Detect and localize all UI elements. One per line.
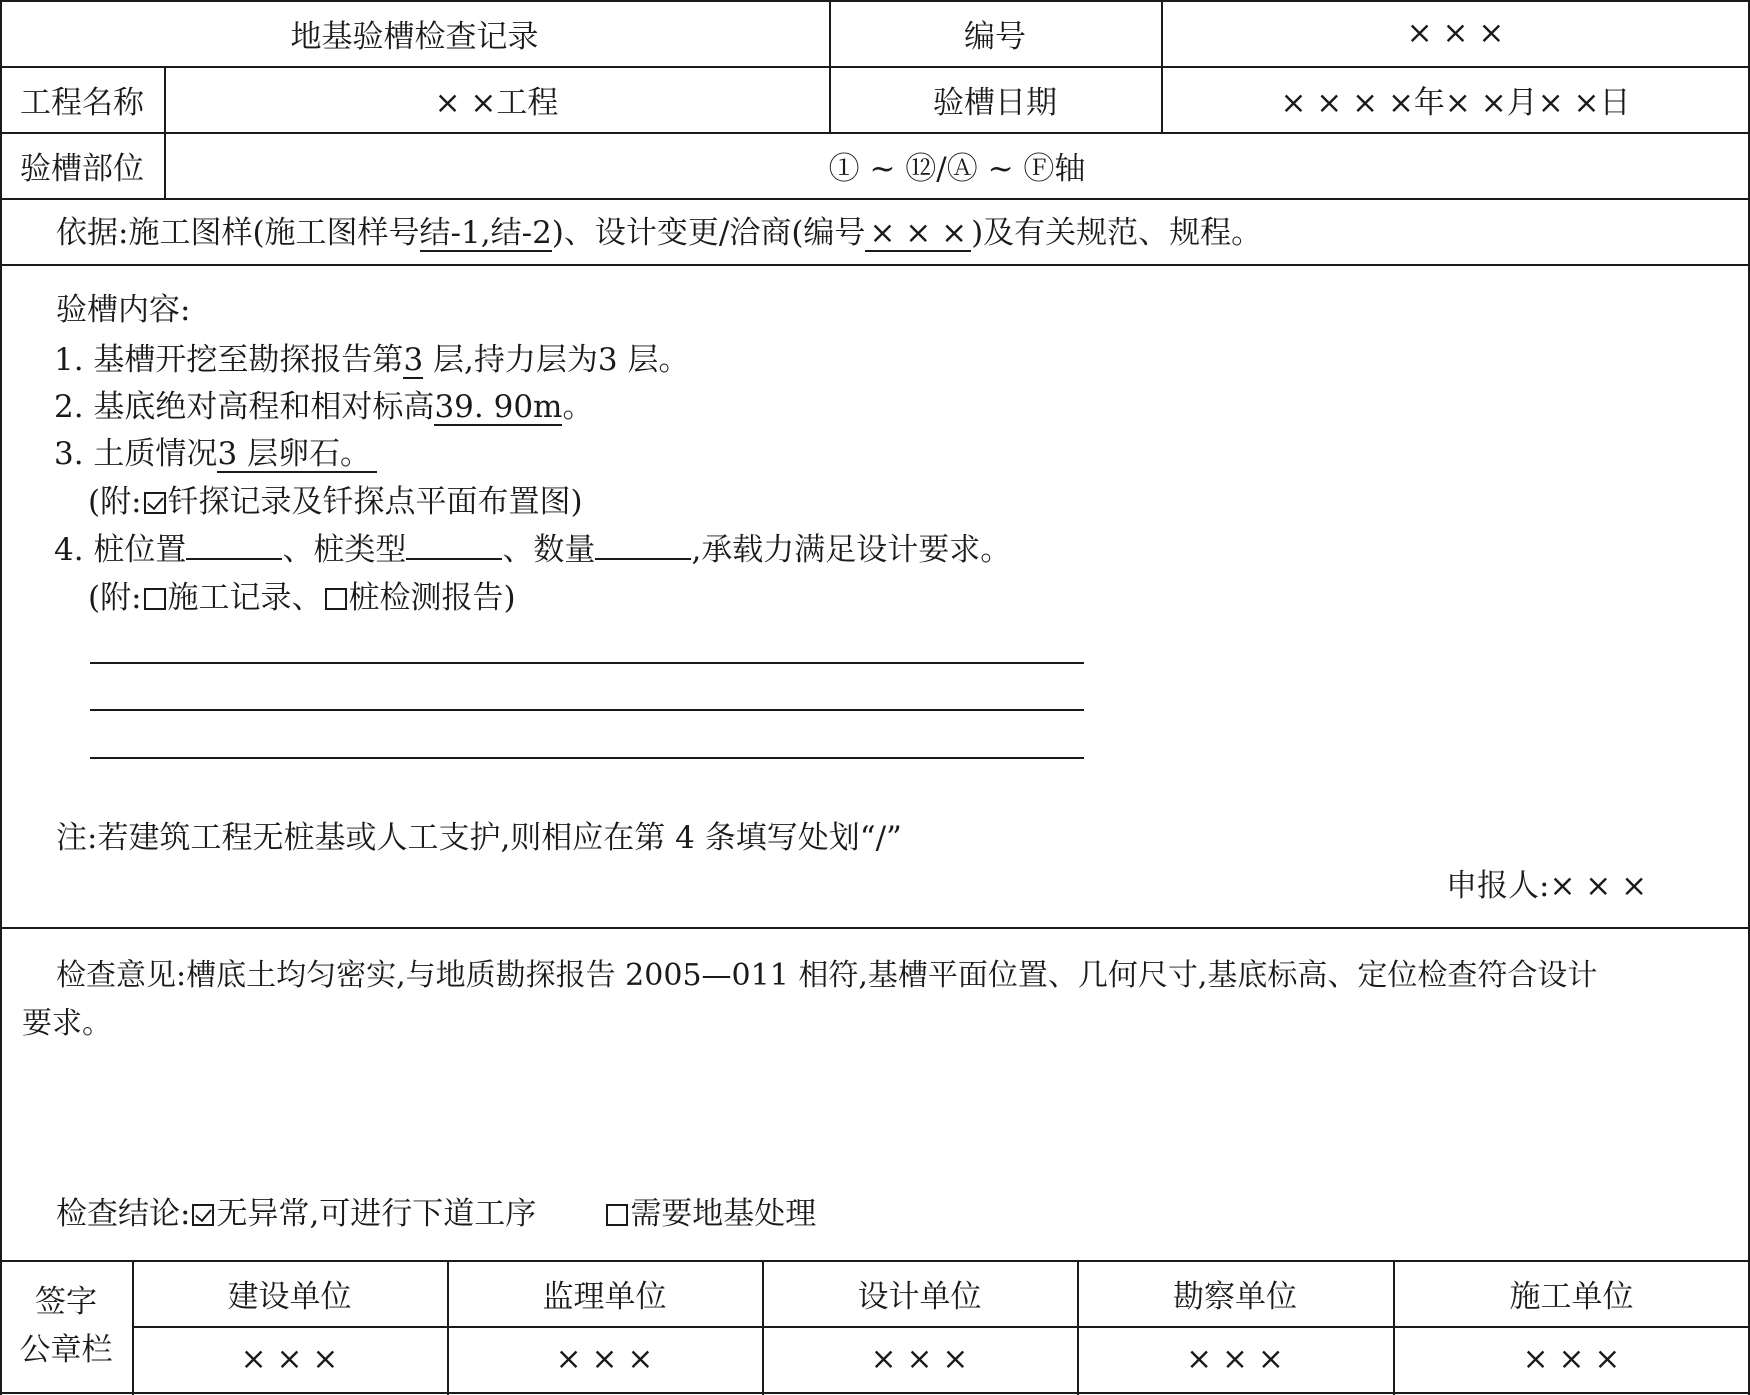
rule-row4 [0,264,1750,266]
unit-sign-supervision: × × × [555,1341,654,1377]
content-item-3-attachment: (附: 钎探记录及钎探点平面布置图) [88,484,583,520]
location-value: ① ~ ⑫/Ⓐ ~ Ⓕ轴 [828,150,1086,187]
rule-row3 [0,198,1750,200]
option-ok: 无异常,可进行下道工序 [216,1196,537,1232]
unit-name-survey: 勘察单位 [1173,1278,1297,1315]
unit-sign-design: × × × [870,1341,969,1377]
content-item-1: 1. 基槽开挖至勘探报告第3 层,持力层为3 层。 [54,342,690,378]
inspection-date-value: × × × ×年× ×月× ×日 [1280,84,1631,121]
basis-drawing-no: 结-1,结-2 [419,215,552,251]
probe-record-checkbox[interactable] [144,492,166,514]
item3-soil: 3 层卵石。 [217,437,377,473]
unit-sign-survey: × × × [1186,1341,1284,1377]
project-name-label: 工程名称 [20,84,144,121]
content-item-3: 3. 土质情况3 层卵石。 [54,434,377,474]
blank-line-2 [90,709,1084,711]
content-note: 注:若建筑工程无桩基或人工支护,则相应在第 4 条填写处划“/” [56,820,902,856]
blank-line-1 [90,662,1084,664]
opinion-line-2: 要求。 [22,1006,112,1041]
unit-sign-construction: × × × [240,1341,339,1377]
signature-label: 签字 公章栏 [19,1284,113,1368]
rule-row5 [0,927,1750,929]
conclusion-line [56,1194,816,1234]
item1-layer: 3 [403,342,424,378]
unit-name-design: 设计单位 [857,1278,982,1315]
pile-type-blank [406,530,502,560]
construction-record-checkbox[interactable] [144,588,166,610]
inspection-date-label: 验槽日期 [933,84,1057,121]
option-treat: 需要地基处理 [630,1196,817,1232]
unit-name-construction: 建设单位 [227,1278,352,1315]
reporter: 申报人:× × × [1446,868,1648,904]
conclusion-label: 检查结论: [56,1196,191,1232]
project-name-value: × ×工程 [434,84,559,121]
content-item-4-attachment: (附: 施工记录、 桩检测报告) [88,580,516,616]
unit-sign-builder: × × × [1522,1341,1621,1377]
pile-test-report-checkbox[interactable] [325,588,347,610]
no-anomaly-checkbox[interactable] [192,1204,214,1226]
rule-bottom [0,1392,1750,1394]
unit-name-supervision: 监理单位 [542,1278,667,1315]
basis-change-no: × × × [865,216,971,252]
basis-line [56,213,1262,253]
location-label: 验槽部位 [20,150,144,187]
basis-suffix: )及有关规范、规程。 [971,215,1263,251]
basis-prefix: 依据:施工图样(施工图样号 [56,215,420,251]
basis-middle: )、设计变更/洽商(编号 [551,215,866,251]
number-label: 编号 [964,18,1026,55]
pile-quantity-blank [595,530,691,560]
unit-name-builder: 施工单位 [1509,1278,1634,1315]
pile-position-blank [186,530,282,560]
foundation-treatment-checkbox[interactable] [606,1204,628,1226]
content-item-2: 2. 基底绝对高程和相对标高39. 90m。 [54,389,594,425]
content-heading: 验槽内容: [56,292,191,328]
item2-elevation: 39. 90m [434,389,563,425]
form-title: 地基验槽检查记录 [290,18,539,55]
content-item-4: 4. 桩位置 、桩类型 、数量 ,承载力满足设计要求。 [54,532,1012,568]
rule-left [0,0,2,1395]
blank-line-3 [90,757,1084,759]
opinion-line-1: 检查意见:槽底土均匀密实,与地质勘探报告 2005—011 相符,基槽平面位置、几何尺寸,基底标高、定位检查符合设计 [56,958,1598,993]
number-value: × × × [1406,15,1505,51]
